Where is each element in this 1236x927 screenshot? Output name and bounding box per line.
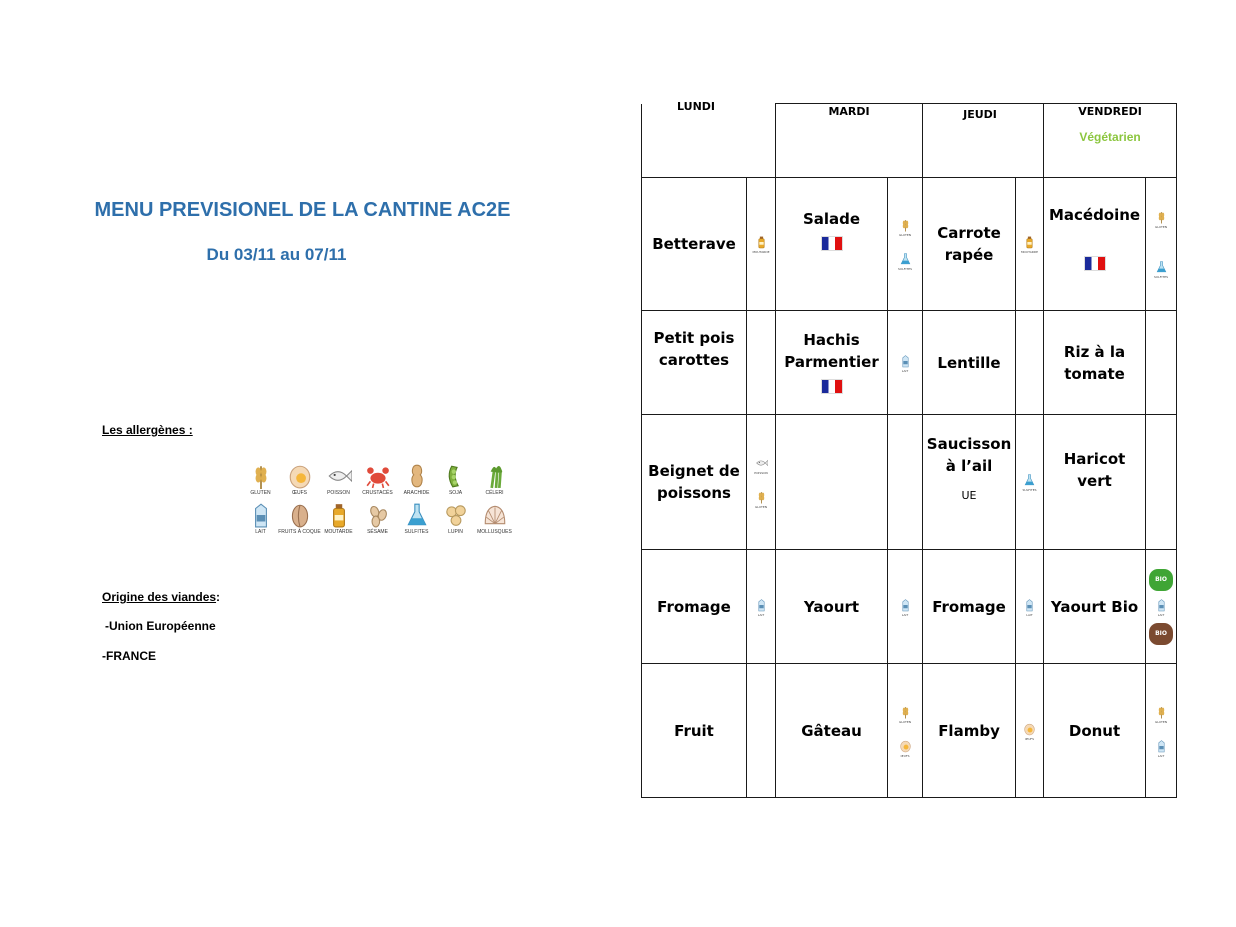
flask-icon (899, 251, 912, 267)
allergen-legend (241, 463, 513, 535)
legend-sesame: SÉSAME (358, 502, 397, 535)
shell-icon (482, 502, 508, 528)
day-thursday: JEUDI (923, 104, 1044, 178)
dish-tuesday-starter: Salade (776, 178, 888, 311)
allergens-friday-side (1146, 415, 1177, 550)
dish-thursday-starter: Carrote rapée (923, 178, 1016, 311)
legend-soy: SOJA (436, 463, 475, 496)
allergens-thursday-dessert: ŒUFS (1016, 664, 1044, 798)
france-flag-icon (821, 379, 843, 394)
date-range: Du 03/11 au 07/11 (206, 245, 347, 264)
day-tuesday: MARDI (776, 104, 923, 178)
milk-icon (899, 597, 912, 613)
mustard-icon (1023, 234, 1036, 250)
wheat-icon (1155, 209, 1168, 225)
wheat-icon (248, 463, 274, 489)
allergens-friday-main (1146, 311, 1177, 415)
dish-thursday-dairy: Fromage (923, 550, 1016, 664)
dish-monday-main: Petit pois carottes (642, 311, 747, 415)
allergens-thursday-main (1016, 311, 1044, 415)
flask-icon (1023, 472, 1036, 488)
milk-icon (1155, 738, 1168, 754)
legend-celery: CÉLERI (475, 463, 514, 496)
legend-lupin: LUPIN (436, 502, 475, 535)
menu-row-main (642, 311, 1177, 415)
fish-icon (755, 455, 768, 471)
allergens-thursday-side: SULFITES (1016, 415, 1044, 550)
peanut-icon (404, 463, 430, 489)
legend-molluscs: MOLLUSQUES (475, 502, 514, 535)
allergens-tuesday-dairy: LAIT (888, 550, 923, 664)
dish-friday-main: Riz à la tomate (1044, 311, 1146, 415)
allergens-tuesday-main: LAIT (888, 311, 923, 415)
origin-france: -FRANCE (102, 649, 156, 663)
egg-icon (899, 738, 912, 754)
dish-monday-dairy: Fromage (642, 550, 747, 664)
dish-tuesday-dairy: Yaourt (776, 550, 888, 664)
milk-icon (1023, 597, 1036, 613)
dish-thursday-main: Lentille (923, 311, 1016, 415)
allergens-monday-starter: MOUTARDE (747, 178, 776, 311)
legend-fish: POISSON (319, 463, 358, 496)
origin-heading: Origine des viandes (102, 590, 217, 604)
lupin-icon (443, 502, 469, 528)
origin-colon: : (216, 590, 221, 604)
egg-icon (287, 463, 313, 489)
day-header-row (642, 104, 1177, 178)
day-monday: LUNDI (642, 104, 776, 178)
allergens-monday-dairy: LAIT (747, 550, 776, 664)
dish-monday-side: Beignet de poissons (642, 415, 747, 550)
organic-badge-icon: BIO (1149, 569, 1173, 591)
milk-icon (755, 597, 768, 613)
dish-friday-dessert: Donut (1044, 664, 1146, 798)
dish-tuesday-main: Hachis Parmentier (776, 311, 888, 415)
organic-badge-icon: BIO (1149, 623, 1173, 645)
legend-crustaceans: CRUSTACÉS (358, 463, 397, 496)
legend-eggs: ŒUFS (280, 463, 319, 496)
allergens-monday-dessert (747, 664, 776, 798)
allergens-monday-main (747, 311, 776, 415)
crab-icon (365, 463, 391, 489)
allergens-tuesday-dessert: GLUTEN ŒUFS (888, 664, 923, 798)
legend-mustard: MOUTARDE (319, 502, 358, 535)
legend-peanut: ARACHIDE (397, 463, 436, 496)
wheat-icon (899, 704, 912, 720)
dish-friday-starter: Macédoine (1044, 178, 1146, 311)
allergens-thursday-starter: MOUTARDE (1016, 178, 1044, 311)
egg-icon (1023, 721, 1036, 737)
sesame-icon (365, 502, 391, 528)
flask-icon (1155, 259, 1168, 275)
flask-icon (404, 502, 430, 528)
dish-monday-dessert: Fruit (642, 664, 747, 798)
day-friday: VENDREDI Végétarien (1044, 104, 1177, 178)
legend-milk: LAIT (241, 502, 280, 535)
france-flag-icon (821, 236, 843, 251)
menu-row-dairy (642, 550, 1177, 664)
legend-nuts: FRUITS À COQUE (280, 502, 319, 535)
dish-tuesday-dessert: Gâteau (776, 664, 888, 798)
wheat-icon (1155, 704, 1168, 720)
allergens-monday-side: POISSON GLUTEN (747, 415, 776, 550)
milk-icon (248, 502, 274, 528)
dish-friday-dairy: Yaourt Bio (1044, 550, 1146, 664)
nut-icon (287, 502, 313, 528)
wheat-icon (755, 489, 768, 505)
fish-icon (326, 463, 352, 489)
menu-row-side (642, 415, 1177, 550)
allergens-heading: Les allergènes : (102, 423, 193, 437)
menu-table (641, 99, 1177, 798)
allergens-friday-dessert: GLUTEN LAIT (1146, 664, 1177, 798)
origin-eu: -Union Européenne (105, 619, 216, 633)
allergens-thursday-dairy: LAIT (1016, 550, 1044, 664)
dish-thursday-side: Saucisson à l’ail UE (923, 415, 1016, 550)
vegetarian-label: Végétarien (1079, 130, 1141, 144)
dish-tuesday-side (776, 415, 888, 550)
milk-icon (1155, 597, 1168, 613)
france-flag-icon (1084, 256, 1106, 271)
legend-sulfites: SULFITES (397, 502, 436, 535)
milk-icon (899, 353, 912, 369)
page-title: MENU PREVISIONEL DE LA CANTINE AC2E (94, 199, 511, 221)
allergens-friday-starter: GLUTEN SULFITES (1146, 178, 1177, 311)
legend-gluten: GLUTEN (241, 463, 280, 496)
wheat-icon (899, 217, 912, 233)
soy-icon (443, 463, 469, 489)
menu-row-starter (642, 178, 1177, 311)
dish-friday-side: Haricot vert (1044, 415, 1146, 550)
mustard-icon (755, 234, 768, 250)
celery-icon (482, 463, 508, 489)
allergens-tuesday-starter: GLUTEN SULFITES (888, 178, 923, 311)
allergens-tuesday-side (888, 415, 923, 550)
menu-row-dessert (642, 664, 1177, 798)
dish-thursday-dessert: Flamby (923, 664, 1016, 798)
origin-note: UE (961, 489, 977, 502)
mustard-icon (326, 502, 352, 528)
origin-heading-line (102, 590, 220, 604)
allergens-friday-dairy: BIO LAIT BIO (1146, 550, 1177, 664)
dish-monday-starter: Betterave (642, 178, 747, 311)
